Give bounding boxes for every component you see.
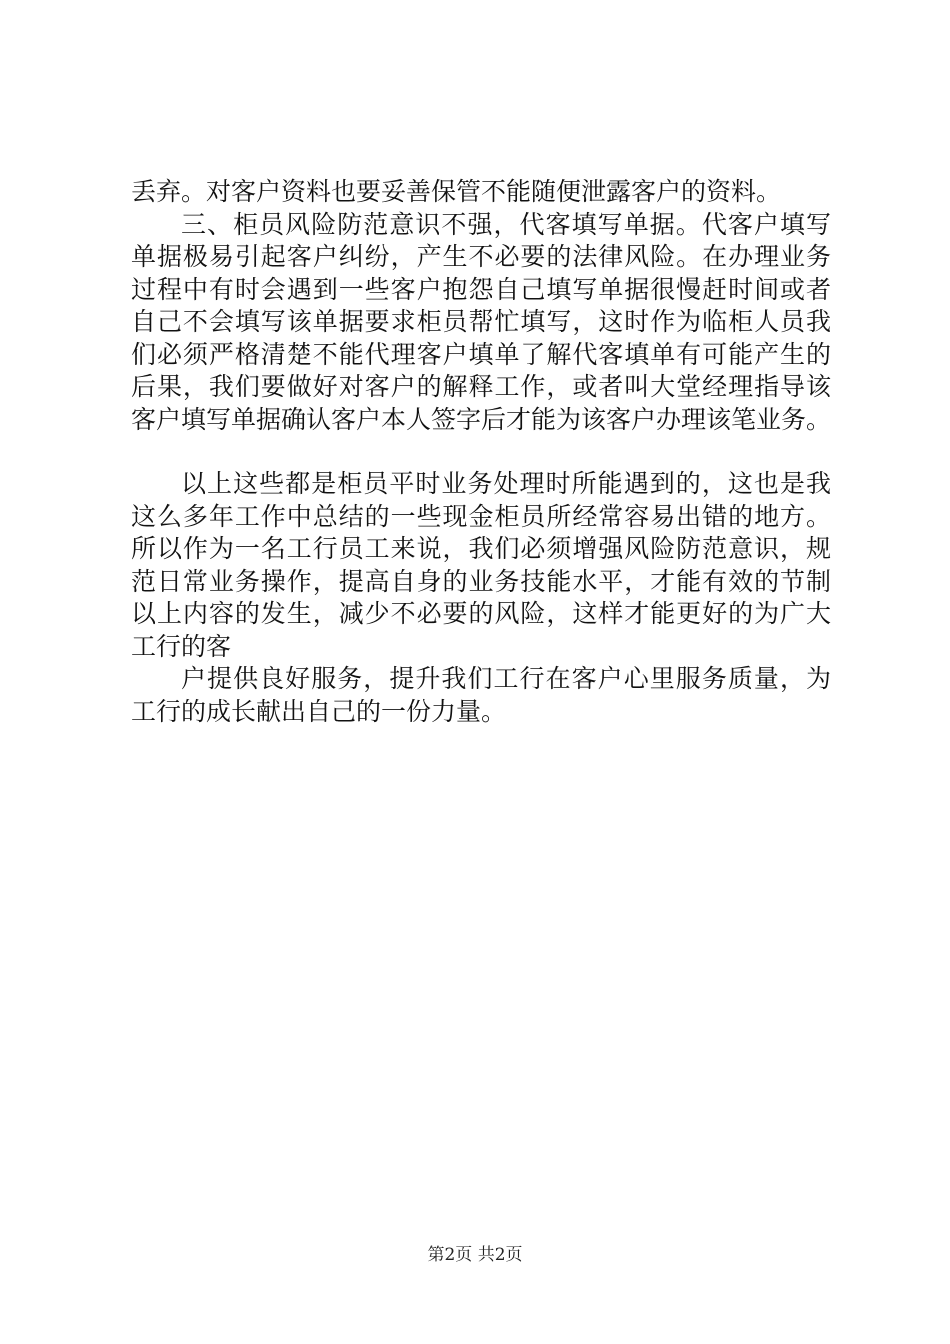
text-line: 自己不会填写该单据要求柜员帮忙填写，这时作为临柜人员我 [131,307,831,336]
page-number: 第2页 共2页 [427,1245,523,1265]
text-line: 客户填写单据确认客户本人签字后才能为该客户办理该笔业务。 [131,404,832,434]
text-line: 范日常业务操作，提高自身的业务技能水平，才能有效的节制 [131,566,831,596]
paragraph-4 [131,663,831,728]
text-line: 们必须严格清楚不能代理客户填单了解代客填单有可能产生的 [131,339,831,369]
text-line: 三、柜员风险防范意识不强，代客填写单据。代客户填写 [181,209,831,239]
text-line: 工行的成长献出自己的一份力量。 [131,696,507,726]
text-line: 户提供良好服务，提升我们工行在客户心里服务质量，为 [181,664,831,693]
text-line: 工行的客 [131,631,232,661]
paragraph-2 [131,209,831,437]
text-line: 以上这些都是柜员平时业务处理时所能遇到的，这也是我 [181,469,831,498]
text-line: 过程中有时会遇到一些客户抱怨自己填写单据很慢赶时间或者 [131,274,831,304]
text-line: 后果，我们要做好对客户的解释工作，或者叫大堂经理指导该 [131,372,831,401]
paragraph-spacer [131,436,831,468]
text-line: 丢弃。对客户资料也要妥善保管不能随便泄露客户的资料。 [131,177,782,206]
text-line: 单据极易引起客户纠纷，产生不必要的法律风险。在办理业务 [131,242,831,271]
document-body [131,176,831,728]
paragraph-3 [131,468,831,663]
text-line: 这么多年工作中总结的一些现金柜员所经常容易出错的地方。 [131,501,831,531]
text-line: 所以作为一名工行员工来说，我们必须增强风险防范意识，规 [131,534,831,563]
text-line: 以上内容的发生，减少不必要的风险，这样才能更好的为广大 [131,599,831,628]
paragraph-1 [131,176,831,209]
